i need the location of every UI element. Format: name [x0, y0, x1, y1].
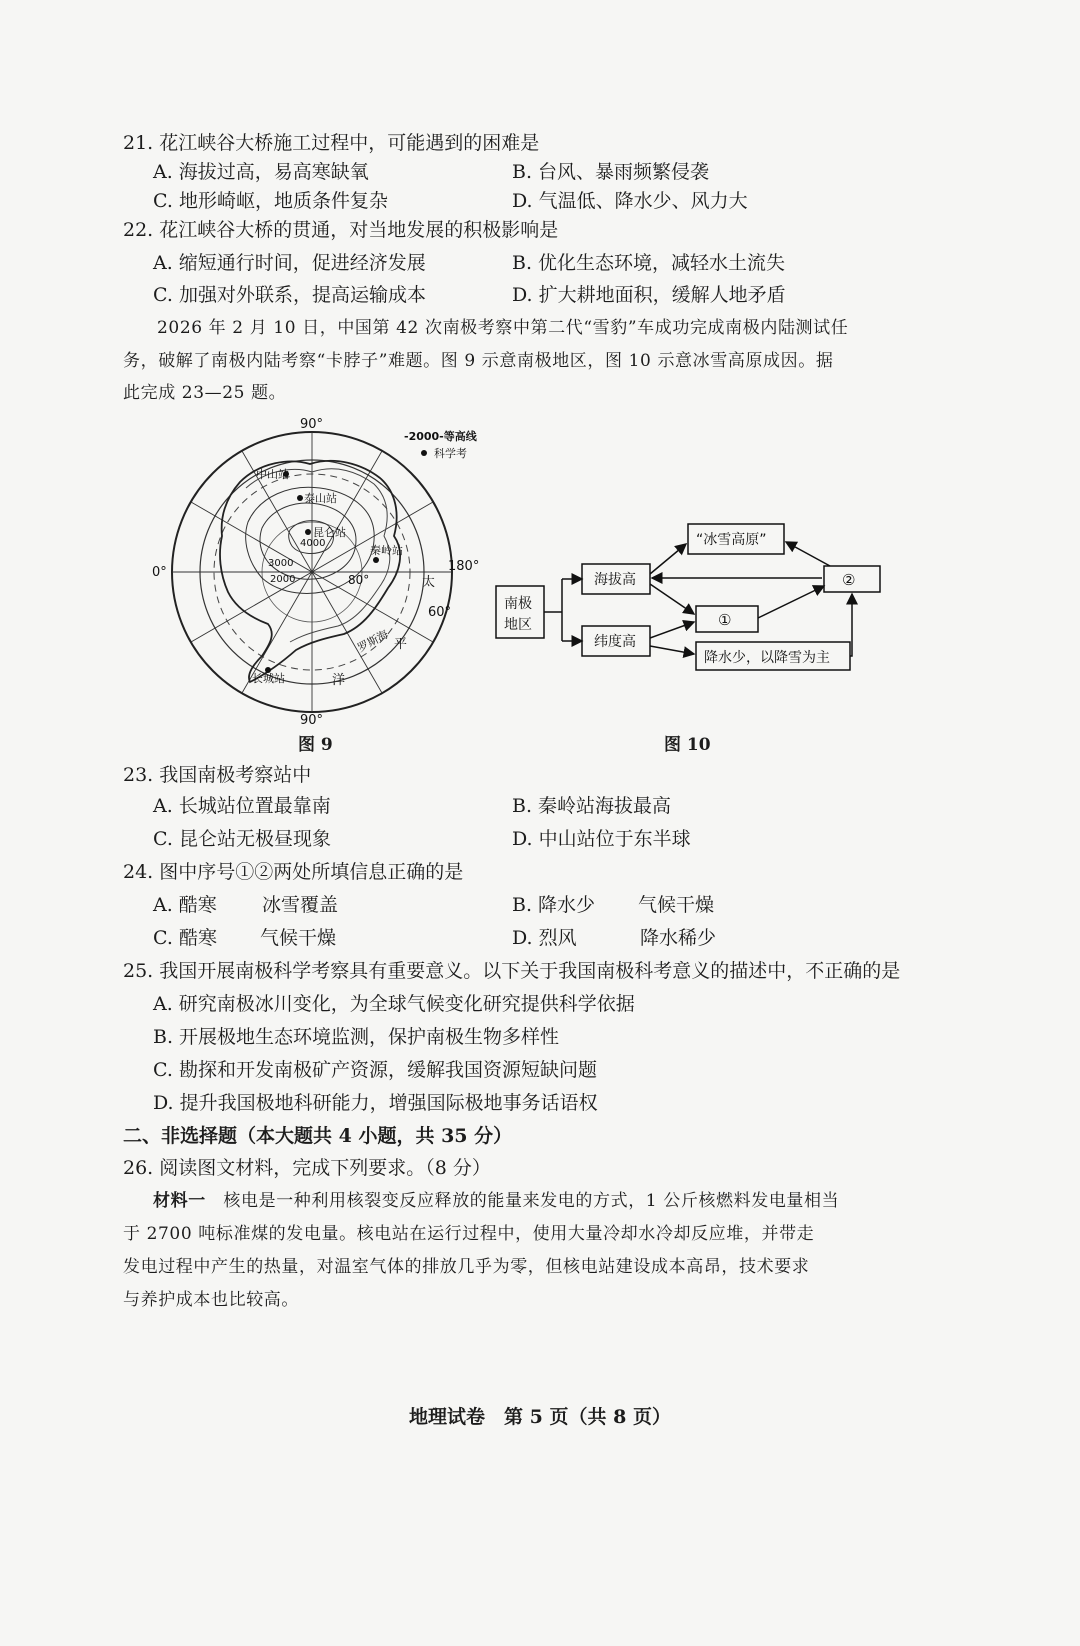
page-footer: 地理试卷 第 5 页（共 8 页） [409, 1406, 671, 1428]
intro-line-2: 务，破解了南极内陆考察“卡脖子”难题。图 9 示意南极地区，图 10 示意冰雪高原成因。据 [123, 351, 834, 371]
ocean-tai-label: 太 [422, 575, 436, 590]
figure-10-caption: 图 10 [664, 735, 711, 755]
q22-option-c: C. 加强对外联系，提高运输成本 [153, 284, 426, 306]
q26-material-line-4: 与养护成本也比较高。 [123, 1290, 299, 1310]
q26-material-line-2: 于 2700 吨标准煤的发电量。核电站在运行过程中，使用大量冷却水冷却反应堆，并带走 [123, 1224, 815, 1244]
q25-option-b: B. 开展极地生态环境监测，保护南极生物多样性 [153, 1026, 560, 1048]
q25-option-c: C. 勘探和开发南极矿产资源，缓解我国资源短缺问题 [153, 1059, 597, 1081]
plateau-label: “冰雪高原” [696, 532, 767, 548]
lat-60-label: 60° [428, 605, 452, 620]
altitude-label: 海拔高 [594, 572, 636, 588]
ocean-ping-label: 平 [394, 637, 408, 652]
q22-option-d: D. 扩大耕地面积，缓解人地矛盾 [512, 284, 786, 306]
meridian-lines [172, 432, 452, 712]
q24-option-b-part1: B. 降水少 [512, 894, 596, 916]
legend-station: 科学考 [434, 447, 467, 460]
contour-4000-label: 4000 [300, 538, 326, 549]
station-zhongshan-label: 中山站 [256, 468, 289, 481]
figure-9-caption: 图 9 [298, 735, 333, 755]
q24-option-c-part1: C. 酷寒 [153, 927, 217, 949]
q24-option-b-part2: 气候干燥 [638, 894, 715, 916]
q22-option-b: B. 优化生态环境，减轻水土流失 [512, 252, 786, 274]
q24-option-d-part2: 降水稀少 [640, 927, 717, 949]
q23-option-a: A. 长城站位置最靠南 [153, 795, 331, 817]
precip-label: 降水少，以降雪为主 [704, 650, 830, 666]
intro-line-1: 2026 年 2 月 10 日，中国第 42 次南极考察中第二代“雪豹”车成功完成南极内陆测试任 [157, 318, 849, 338]
lon-left-label: 0° [152, 565, 167, 580]
q25-stem: 25. 我国开展南极科学考察具有重要意义。以下关于我国南极科考意义的描述中，不正确的是 [123, 960, 901, 982]
latitude-label: 纬度高 [594, 634, 636, 650]
station-qinling-label: 秦岭站 [370, 544, 403, 557]
contour-3000-label: 3000 [268, 558, 294, 569]
ocean-yang-label: 洋 [332, 673, 346, 688]
legend-contour: -2000-等高线 [404, 430, 477, 443]
station-qinling-dot [373, 557, 379, 563]
q21-stem: 21. 花江峡谷大桥施工过程中，可能遇到的困难是 [123, 132, 540, 154]
q23-option-b: B. 秦岭站海拔最高 [512, 795, 672, 817]
q23-option-d: D. 中山站位于东半球 [512, 828, 691, 850]
lon-top-label: 90° [300, 417, 324, 432]
lon-right-label: 180° [448, 559, 480, 574]
material-text-1: 核电是一种利用核裂变反应释放的能量来发电的方式，1 公斤核燃料发电量相当 [205, 1191, 840, 1211]
figure-10-diagram [490, 510, 890, 682]
antarctic-label-2: 地区 [504, 617, 532, 633]
lat-80-label: 80° [348, 573, 370, 587]
q26-material-line-1 [153, 1186, 991, 1211]
q23-option-c: C. 昆仑站无极昼现象 [153, 828, 331, 850]
q22-option-a: A. 缩短通行时间，促进经济发展 [153, 252, 426, 274]
q26-stem: 26. 阅读图文材料，完成下列要求。（8 分） [123, 1157, 491, 1179]
section-2-heading: 二、非选择题（本大题共 4 小题，共 35 分） [123, 1125, 513, 1147]
q25-option-d: D. 提升我国极地科研能力，增强国际极地事务话语权 [153, 1092, 598, 1114]
q26-material-line-3: 发电过程中产生的热量，对温室气体的排放几乎为零，但核电站建设成本高昂，技术要求 [123, 1257, 810, 1277]
figure-9-antarctic-map [150, 412, 490, 724]
station-taishan-label: 泰山站 [304, 492, 337, 505]
lon-bottom-label: 90° [300, 713, 324, 724]
q21-option-b: B. 台风、暴雨频繁侵袭 [512, 161, 710, 183]
q25-option-a: A. 研究南极冰川变化，为全球气候变化研究提供科学依据 [153, 993, 635, 1015]
contour-2000-label: 2000 [270, 574, 296, 585]
q21-option-a: A. 海拔过高，易高寒缺氧 [153, 161, 369, 183]
blank-1-label: ① [718, 611, 732, 629]
q24-option-d-part1: D. 烈风 [512, 927, 577, 949]
station-kunlun-dot [305, 529, 311, 535]
intro-line-3: 此完成 23—25 题。 [123, 383, 287, 403]
q23-stem: 23. 我国南极考察站中 [123, 764, 312, 786]
station-taishan-dot [297, 495, 303, 501]
q24-stem: 24. 图中序号①②两处所填信息正确的是 [123, 861, 464, 883]
ross-sea-label: 罗斯海 [355, 627, 391, 655]
q21-option-d: D. 气温低、降水少、风力大 [512, 190, 748, 212]
q21-option-c: C. 地形崎岖，地质条件复杂 [153, 190, 388, 212]
legend-station-dot [421, 450, 427, 456]
station-changcheng-label: 长城站 [252, 672, 285, 685]
blank-2-label: ② [842, 571, 856, 589]
antarctic-label-1: 南极 [504, 596, 532, 612]
q24-option-c-part2: 气候干燥 [260, 927, 337, 949]
q22-stem: 22. 花江峡谷大桥的贯通，对当地发展的积极影响是 [123, 219, 559, 241]
station-kunlun-label: 昆仑站 [313, 526, 346, 539]
q24-option-a-part1: A. 酷寒 [153, 894, 217, 916]
q24-option-a-part2: 冰雪覆盖 [262, 894, 339, 916]
material-label: 材料一 [153, 1191, 206, 1211]
